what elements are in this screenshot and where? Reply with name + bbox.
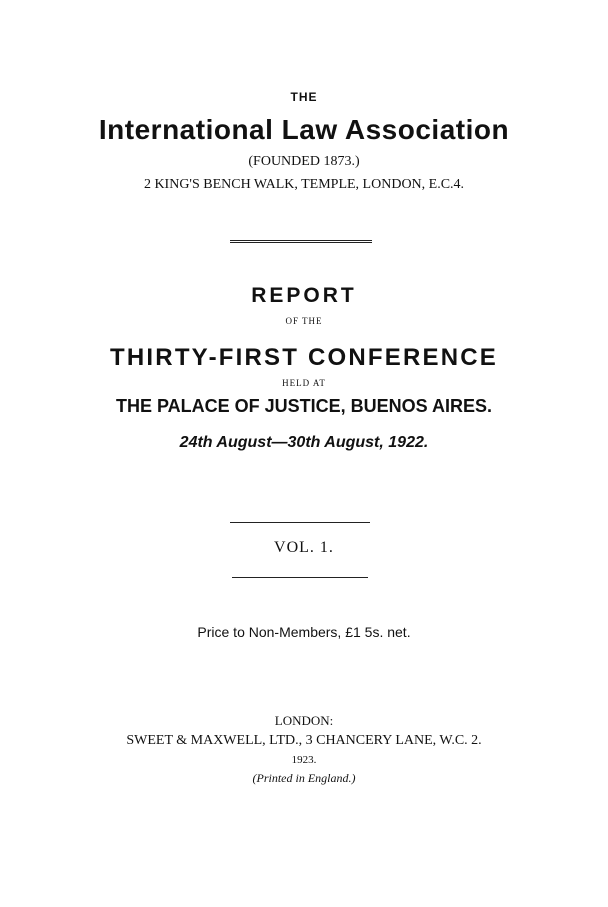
dates-line: 24th August—30th August, 1922. <box>179 434 429 451</box>
volume-line: VOL. 1. <box>274 539 334 556</box>
venue-line: THE PALACE OF JUSTICE, BUENOS AIRES. <box>115 396 493 416</box>
imprint-city: LONDON: <box>274 713 334 728</box>
price-line: Price to Non-Members, £1 5s. net. <box>197 624 411 640</box>
imprint-year: 1923. <box>291 754 317 766</box>
imprint-publisher: SWEET & MAXWELL, LTD., 3 CHANCERY LANE, W.C. 2. <box>126 733 482 748</box>
report-title: REPORT <box>251 284 357 307</box>
of-the-line: OF THE <box>285 316 323 326</box>
founded-line: (FOUNDED 1873.) <box>248 154 360 169</box>
association-name: International Law Association <box>98 114 510 145</box>
divider-bottom <box>232 577 368 578</box>
divider-top <box>230 522 370 523</box>
double-divider <box>230 240 372 243</box>
imprint-printed: (Printed in England.) <box>252 771 356 785</box>
the-heading: THE <box>290 90 318 104</box>
address-line: 2 KING'S BENCH WALK, TEMPLE, LONDON, E.C.4. <box>143 177 465 192</box>
held-at-line: HELD AT <box>282 378 326 388</box>
conference-title: THIRTY-FIRST CONFERENCE <box>110 344 498 371</box>
